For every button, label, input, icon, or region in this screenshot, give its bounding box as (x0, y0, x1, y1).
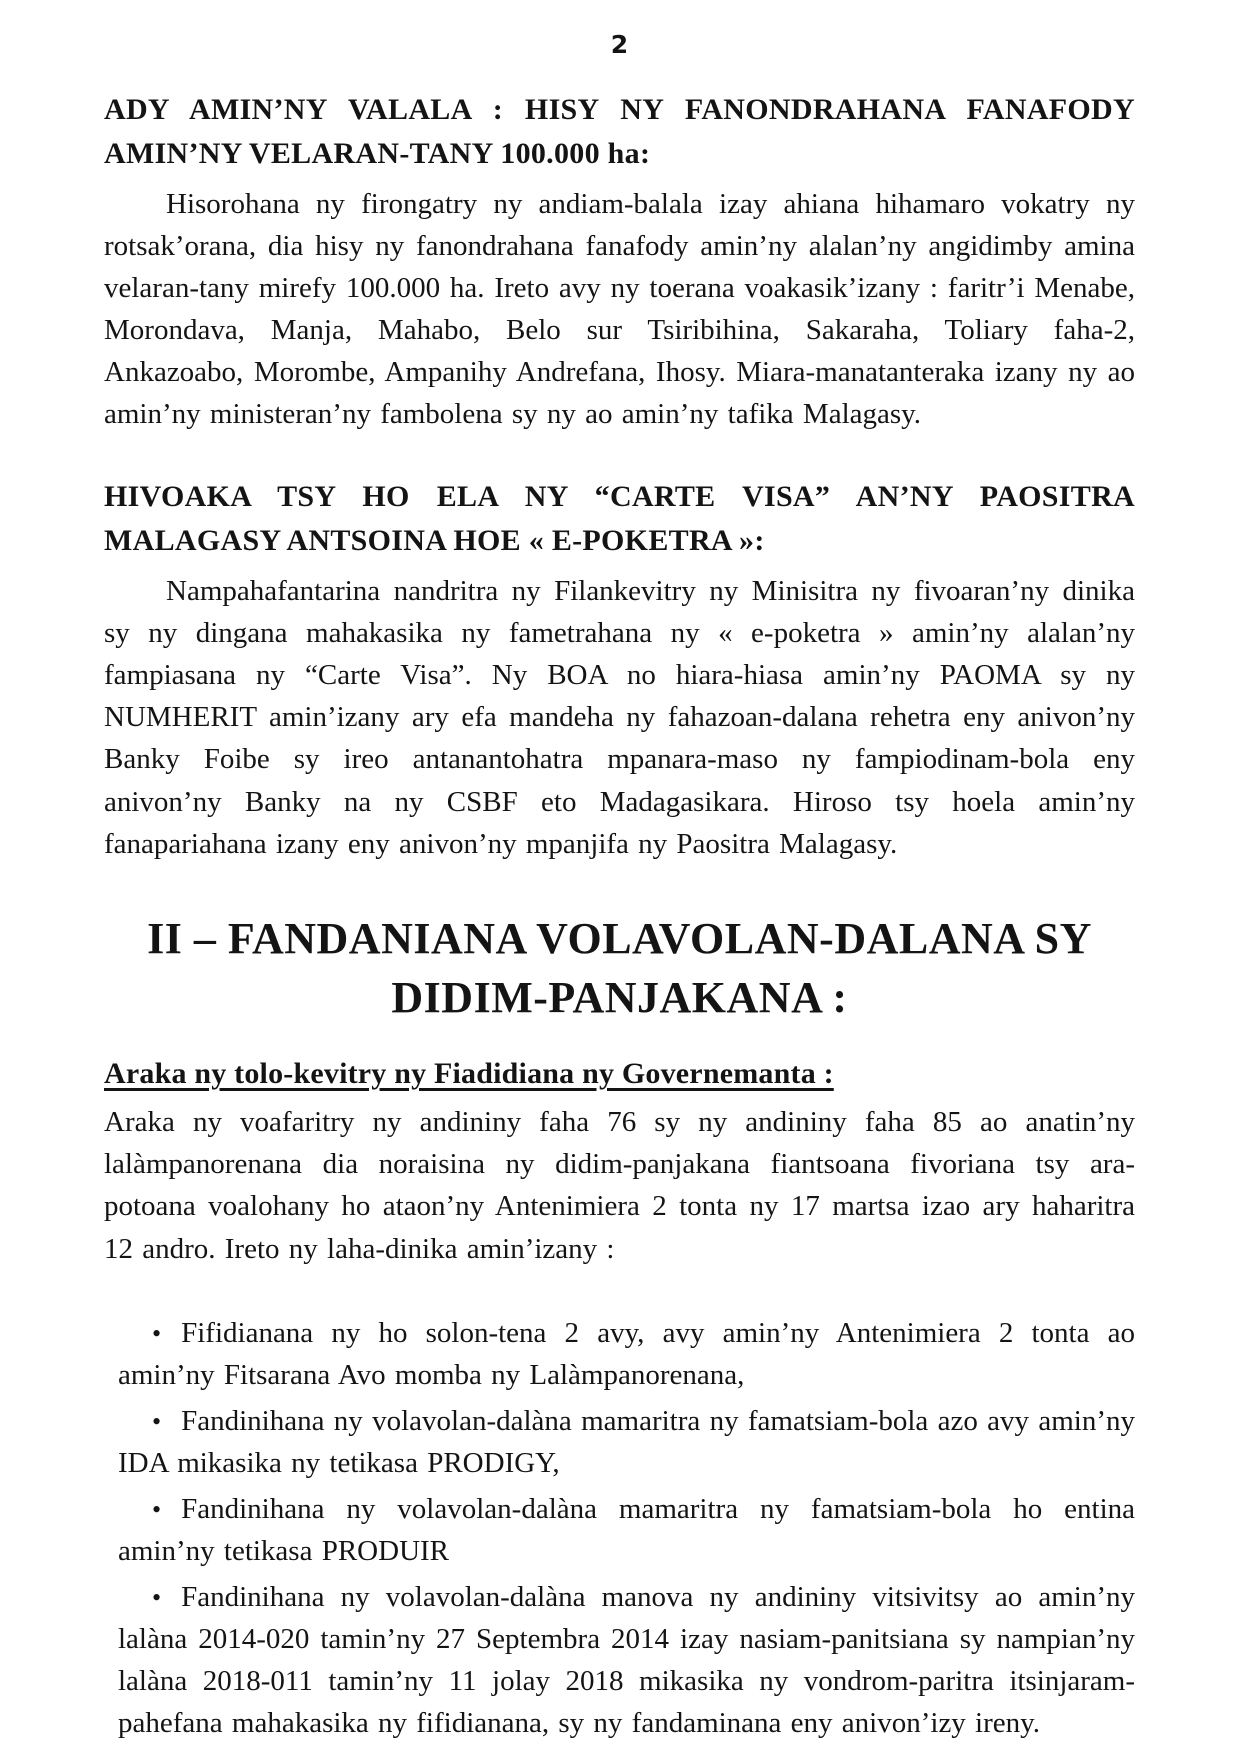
section-heading-valala: ADY AMIN’NY VALALA : HISY NY FANONDRAHANA FANAFODY AMIN’NY VELARAN-TANY 100.000 ha: (104, 93, 1135, 170)
list-item (118, 1576, 1135, 1744)
bullet-icon: • (152, 1318, 162, 1348)
intro-paragraph: Araka ny voafaritry ny andininy faha 76 sy ny andininy faha 85 ao anatin’ny lalàmpanorenana dia noraisina ny didim-panjakana fiantsoana fivoriana tsy ara-potoana voalohany ho ataon’ny Antenimiera 2 tonta ny 17 martsa izao ary haharitra 12 andro. Ireto ny laha-dinika amin’izany : (104, 1106, 1135, 1265)
section-heading-carte-visa: HIVOAKA TSY HO ELA NY “CARTE VISA” AN’NY PAOSITRA MALAGASY ANTSOINA HOE « E-POKETRA »: (104, 480, 1135, 557)
list-item-text: Fandinihana ny volavolan-dalàna mamaritra ny famatsiam-bola ho entina amin’ny tetikasa PRODUIR (118, 1492, 1135, 1567)
main-heading: II – FANDANIANA VOLAVOLAN-DALANA SY DIDIM-PANJAKANA : (147, 913, 1092, 1022)
section-paragraph-valala: Hisorohana ny firongatry ny andiam-balala izay ahiana hihamaro vokatry ny rotsak’orana, dia hisy ny fanondrahana fanafody amin’ny alalan’ny angidimby amina velaran-tany mirefy 100.000 ha. Ireto avy ny toerana voakasik’izany : faritr’i Menabe, Morondava, Manja, Mahabo, Belo sur Tsiribihina, Sakaraha, Toliary faha-2, Ankazoabo, Morombe, Ampanihy Andrefana, Ihosy. Miara-manatanteraka izany ny ao amin’ny ministeran’ny fambolena sy ny ao amin’ny tafika Malagasy. (104, 188, 1135, 431)
list-item-text: Fifidianana ny ho solon-tena 2 avy, avy amin’ny Antenimiera 2 tonta ao amin’ny Fitsarana Avo momba ny Lalàmpanorenana, (118, 1316, 1135, 1391)
list-item (118, 1400, 1135, 1484)
list-item-text: Fandinihana ny volavolan-dalàna mamaritra ny famatsiam-bola azo avy amin’ny IDA mikasika ny tetikasa PRODIGY, (118, 1404, 1135, 1479)
sub-heading-governemanta: Araka ny tolo-kevitry ny Fiadidiana ny Governemanta : (104, 1057, 834, 1091)
list-item (118, 1488, 1135, 1572)
agenda-list (104, 1312, 1135, 1744)
page-number: 2 (610, 30, 629, 59)
section-paragraph-carte-visa: Nampahafantarina nandritra ny Filankevitry ny Minisitra ny fivoaran’ny dinika sy ny dingana mahakasika ny fametrahana ny « e-poketra » amin’ny alalan’ny fampiasana ny “Carte Visa”. Ny BOA no hiara-hiasa amin’ny PAOMA sy ny NUMHERIT amin’izany ary efa mandeha ny fahazoan-dalana rehetra eny anivon’ny Banky Foibe sy ireo antanantohatra mpanara-maso ny fampiodinam-bola eny anivon’ny Banky na ny CSBF eto Madagasikara. Hiroso tsy hoela amin’ny fanapariahana izany eny anivon’ny mpanjifa ny Paositra Malagasy. (104, 575, 1135, 860)
bullet-icon: • (152, 1406, 162, 1436)
list-item (118, 1312, 1135, 1396)
bullet-icon: • (152, 1582, 162, 1612)
bullet-icon: • (152, 1494, 162, 1524)
list-item-text: Fandinihana ny volavolan-dalàna manova ny andininy vitsivitsy ao amin’ny lalàna 2014-020 tamin’ny 27 Septembra 2014 izay nasiam-panitsiana sy nampian’ny lalàna 2018-011 tamin’ny 11 jolay 2018 mikasika ny vondrom-paritra itsinjaram-pahefana mahakasika ny fifidianana, sy ny fandaminana eny anivon’izy ireny. (118, 1580, 1135, 1739)
